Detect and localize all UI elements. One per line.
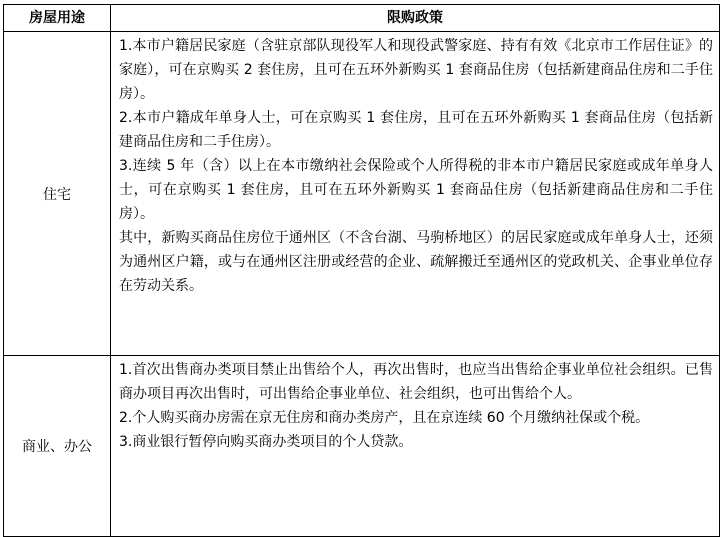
header-policy: 限购政策 xyxy=(111,5,720,32)
table-row-residential xyxy=(4,32,720,356)
use-cell-commercial: 商业、办公 xyxy=(4,356,111,537)
policy-table xyxy=(3,4,720,537)
table-row-commercial xyxy=(4,356,720,537)
policy-item: 其中，新购买商品住房位于通州区（不含台湖、马驹桥地区）的居民家庭或成年单身人士，还须为通州区户籍，或与在通州区注册或经营的企业、疏解搬迁至通州区的党政机关、企事业单位存在劳动关系。 xyxy=(119,230,713,294)
policy-cell-commercial xyxy=(111,356,720,537)
policy-item: 2.个人购买商办房需在京无住房和商办类房产，且在京连续 60 个月缴纳社保或个税。 xyxy=(119,410,650,426)
policy-item: 3.连续 5 年（含）以上在本市缴纳社会保险或个人所得税的非本市户籍居民家庭或成年单身人士，可在京购买 1 套住房，且可在五环外新购买 1 套商品住房（包括新建商品住房和二手住房）。 xyxy=(119,158,713,222)
policy-item: 1.首次出售商办类项目禁止出售给个人，再次出售时，也应当出售给企事业单位社会组织。已售商办项目再次出售时，可出售给企事业单位、社会组织，也可出售给个人。 xyxy=(119,362,713,402)
header-row xyxy=(4,5,720,32)
header-use: 房屋用途 xyxy=(4,5,111,32)
policy-cell-residential xyxy=(111,32,720,356)
use-cell-residential: 住宅 xyxy=(4,32,111,356)
policy-item: 2.本市户籍成年单身人士，可在京购买 1 套住房，且可在五环外新购买 1 套商品住房（包括新建商品住房和二手住房）。 xyxy=(119,110,713,150)
policy-item: 3.商业银行暂停向购买商办类项目的个人贷款。 xyxy=(119,434,413,450)
policy-item: 1.本市户籍居民家庭（含驻京部队现役军人和现役武警家庭、持有有效《北京市工作居住证》的家庭），可在京购买 2 套住房，且可在五环外新购买 1 套商品住房（包括新建商品住房和二手住房）。 xyxy=(119,38,713,102)
